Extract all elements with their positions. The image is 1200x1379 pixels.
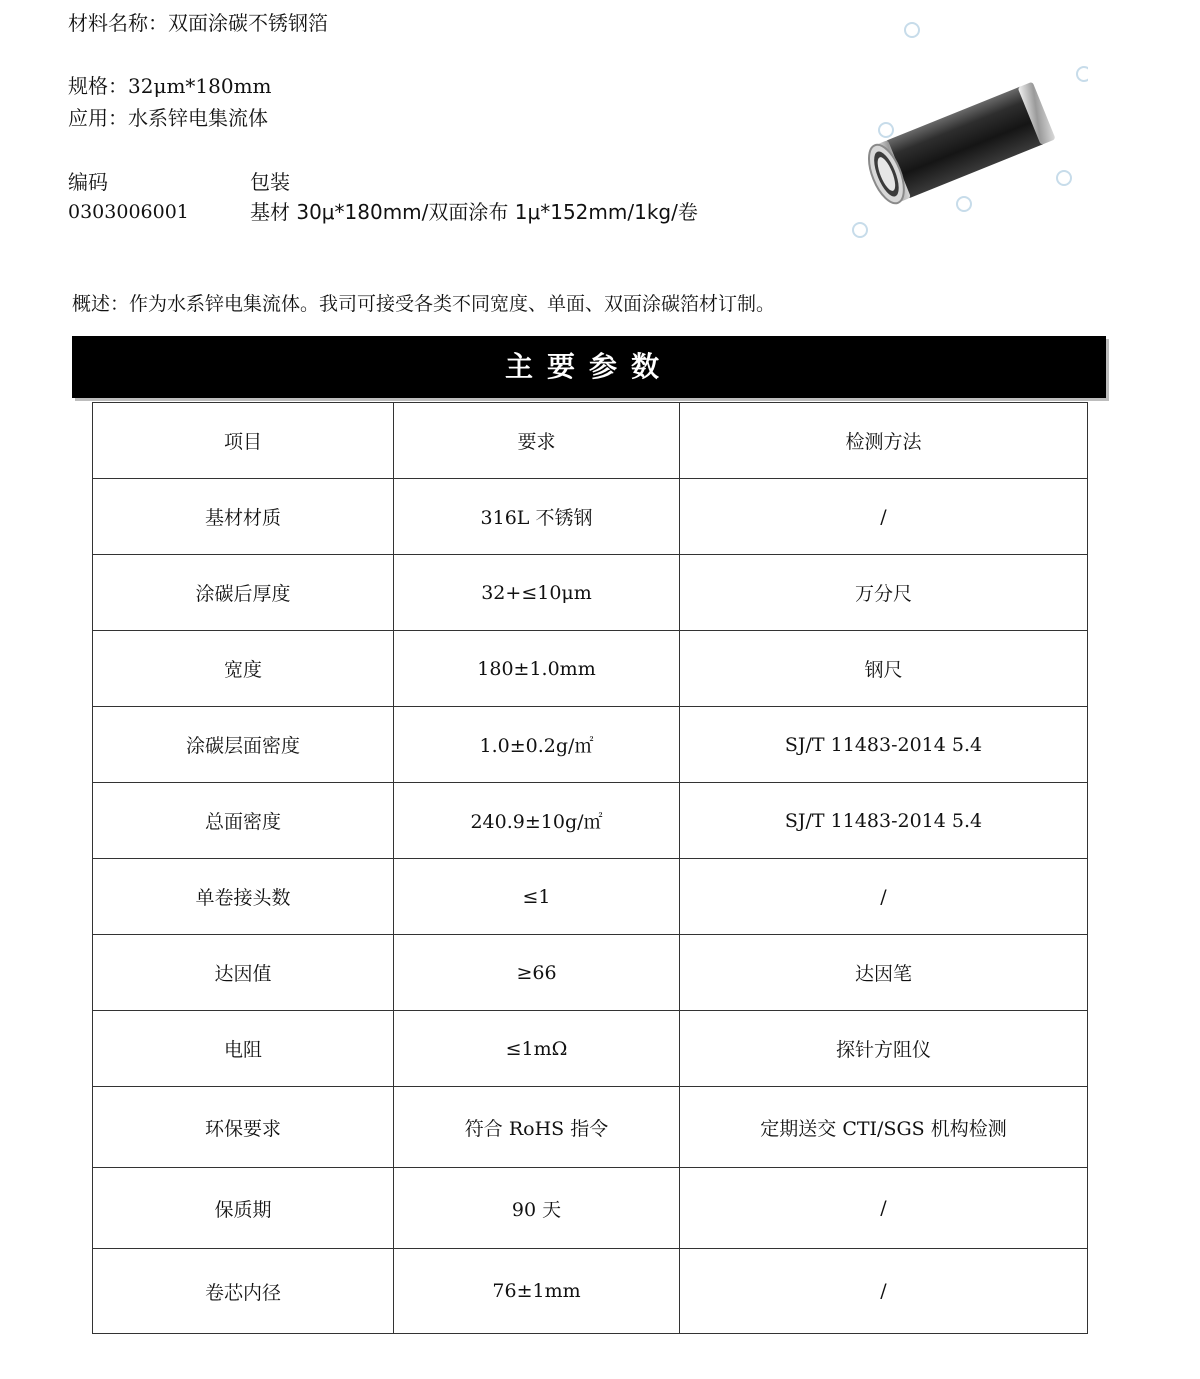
table-row (93, 1249, 1088, 1334)
table-cell: 90 天 (394, 1168, 680, 1249)
table-cell: SJ/T 11483-2014 5.4 (680, 783, 1088, 859)
table-cell: 基材材质 (93, 479, 394, 555)
table-cell: ≤1 (394, 859, 680, 935)
header-cell-item: 项目 (93, 403, 394, 479)
table-cell: 定期送交 CTI/SGS 机构检测 (680, 1087, 1088, 1168)
spec-value: 32μm*180mm (128, 74, 272, 98)
table-cell: 180±1.0mm (394, 631, 680, 707)
table-cell: 涂碳层面密度 (93, 707, 394, 783)
application-line: 应用：水系锌电集流体 (68, 106, 268, 130)
table-header-row (93, 403, 1088, 479)
table-cell: 涂碳后厚度 (93, 555, 394, 631)
table-row (93, 859, 1088, 935)
header-cell-method: 检测方法 (680, 403, 1088, 479)
spec-line (68, 73, 272, 99)
table-cell: / (680, 479, 1088, 555)
package-label: 包装 (250, 170, 290, 194)
table-row (93, 935, 1088, 1011)
table-cell: 达因笔 (680, 935, 1088, 1011)
table-cell: ≤1mΩ (394, 1011, 680, 1087)
table-cell: 总面密度 (93, 783, 394, 859)
code-value: 0303006001 (68, 201, 189, 223)
table-cell: 240.9±10g/㎡ (394, 783, 680, 859)
parameters-table (92, 402, 1088, 1334)
table-cell: 电阻 (93, 1011, 394, 1087)
table-row (93, 783, 1088, 859)
table-row (93, 631, 1088, 707)
table-cell: SJ/T 11483-2014 5.4 (680, 707, 1088, 783)
table-cell: 76±1mm (394, 1249, 680, 1334)
table-row (93, 479, 1088, 555)
table-cell: 1.0±0.2g/㎡ (394, 707, 680, 783)
table-cell: 环保要求 (93, 1087, 394, 1168)
table-row (93, 1087, 1088, 1168)
table-cell: 32+≤10μm (394, 555, 680, 631)
table-cell: ≥66 (394, 935, 680, 1011)
table-cell: 保质期 (93, 1168, 394, 1249)
table-cell: 达因值 (93, 935, 394, 1011)
table-cell: 宽度 (93, 631, 394, 707)
table-row (93, 555, 1088, 631)
table-row (93, 1011, 1088, 1087)
code-label: 编码 (68, 170, 108, 194)
table-cell: / (680, 1168, 1088, 1249)
table-cell: 钢尺 (680, 631, 1088, 707)
header-cell-requirement: 要求 (394, 403, 680, 479)
table-cell: 万分尺 (680, 555, 1088, 631)
table-cell: 卷芯内径 (93, 1249, 394, 1334)
table-cell: 符合 RoHS 指令 (394, 1087, 680, 1168)
table-cell: 单卷接头数 (93, 859, 394, 935)
material-name: 材料名称：双面涂碳不锈钢箔 (68, 11, 328, 35)
table-cell: 探针方阻仪 (680, 1011, 1088, 1087)
table-cell: / (680, 859, 1088, 935)
spec-label: 规格： (68, 74, 128, 98)
product-image (838, 14, 1088, 270)
package-value: 基材 30μ*180mm/双面涂布 1μ*152mm/1kg/卷 (250, 200, 698, 224)
table-cell: / (680, 1249, 1088, 1334)
parameters-banner: 主要参数 (72, 336, 1106, 398)
table-cell: 316L 不锈钢 (394, 479, 680, 555)
table-row (93, 707, 1088, 783)
table-row (93, 1168, 1088, 1249)
summary-text: 概述：作为水系锌电集流体。我司可接受各类不同宽度、单面、双面涂碳箔材订制。 (72, 293, 776, 315)
